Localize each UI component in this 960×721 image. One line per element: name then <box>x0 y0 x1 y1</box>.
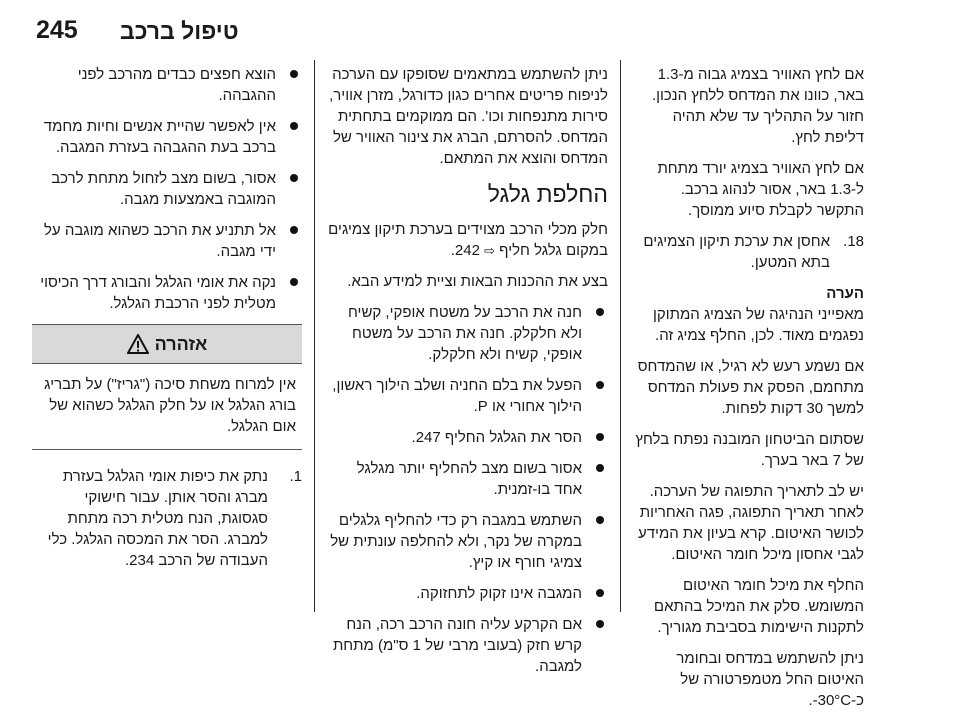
list-item <box>32 116 302 158</box>
step-number: 1. <box>289 468 302 485</box>
bullet-icon <box>596 308 604 316</box>
list-item <box>326 302 608 365</box>
column-divider-left <box>314 60 315 612</box>
bullet-icon <box>290 278 298 286</box>
page-reference-icon: ⇨ <box>484 243 495 258</box>
list-item <box>326 614 608 677</box>
column-divider-right <box>620 60 621 612</box>
right-column <box>632 64 864 721</box>
list-item-text: הפעל את בלם החניה ושלב הילוך ראשון, הילוך אחורי או P. <box>332 377 582 415</box>
section-intro-text: חלק מכלי הרכב מצוידים בערכת תיקון צמיגים במקום גלגל חליף <box>328 221 608 259</box>
bullet-icon <box>596 589 604 597</box>
list-item <box>32 64 302 106</box>
step-1 <box>32 466 302 571</box>
list-item-text: אסור בשום מצב להחליף יותר מגלגל אחד בו-זמנית. <box>356 460 582 498</box>
bullet-icon <box>290 226 298 234</box>
warning-box <box>32 324 302 450</box>
bullet-icon <box>290 174 298 182</box>
step-18 <box>632 231 864 273</box>
bullet-icon <box>596 464 604 472</box>
warning-header <box>32 325 302 364</box>
list-item-text: אין לאפשר שהיית אנשים וחיות מחמד ברכב בעת ההגבהה בעזרת המגבה. <box>43 118 276 156</box>
list-item <box>326 427 608 448</box>
note-paragraph: החלף את מיכל חומר האיטום המשומש. סלק את המיכל בהתאם לתקנות הישימות בסביבת מגוריך. <box>653 577 864 636</box>
warning-title: אזהרה <box>154 333 208 354</box>
left-column <box>32 64 302 581</box>
bullet-icon <box>290 122 298 130</box>
bullet-icon <box>290 70 298 78</box>
note-paragraph: יש לב לתאריך התפוגה של הערכה. לאחר תאריך התפוגה, פגה האחריות לכושר האיטום. קרא בעיון את המידע לגבי אחסון מיכל חומר האיטום. <box>638 483 864 563</box>
section-intro-ref: 242. <box>450 242 480 259</box>
step-number: 18. <box>843 233 864 250</box>
page-number: 245 <box>36 16 78 44</box>
warning-text: אין למרוח משחת סיכה ("גריז") על תבריג בורג הגלגל או על חלק הגלגל כשהוא של אום הגלגל. <box>44 376 296 435</box>
list-item <box>32 168 302 210</box>
note-paragraph: אם נשמע רעש לא רגיל, או שהמדחס מתחמם, הפסק את פעולת המדחס למשך 30 דקות לפחות. <box>637 358 864 417</box>
list-item-text: אסור, בשום מצב לזחול מתחת לרכב המוגבה באמצעות מגבה. <box>51 170 276 208</box>
list-item-text: הוצא חפצים כבדים מהרכב לפני ההגבהה. <box>77 66 276 104</box>
list-item-text: אם הקרקע עליה חונה הרכב רכה, הנח קרש חזק (בעובי מרבי של 1 ס"מ) מתחת למגבה. <box>332 616 582 675</box>
list-item <box>326 458 608 500</box>
section-intro <box>326 219 608 261</box>
bullet-icon <box>596 620 604 628</box>
note-title: הערה <box>826 285 864 302</box>
note-paragraph: שסתום הביטחון המובנה נפתח בלחץ של 7 באר בערך. <box>635 431 864 469</box>
step-text: נתק את כיפות אומי הגלגל בעזרת מברג והסר אותן. עבור חישוקי סגסוגת, הנח מטלית רכה מתחת למברג. הסר את המכסה הגלגל. כלי העבודה של הרכב 234. <box>47 468 268 569</box>
bullet-icon <box>596 433 604 441</box>
preparations-intro: בצע את ההכנות הבאות וציית למידע הבא. <box>347 273 608 290</box>
note-paragraph: ניתן להשתמש במדחס ובחומר האיטום החל מטמפרטורה של כ-30°C-. <box>676 650 864 709</box>
list-item-text: אל תתניע את הרכב כשהוא מוגבה על ידי מגבה. <box>43 222 276 260</box>
list-item-text: חנה את הרכב על משטח אופקי, קשיח ולא חלקלק. חנה את הרכב על משטח אופקי, קשיח ולא חלקלק. <box>347 304 582 363</box>
list-item-text: נקה את אומי הגלגל והבורג דרך הכיסוי מטלית לפני הרכבת הגלגל. <box>40 274 276 312</box>
middle-column <box>326 64 608 687</box>
paragraph: ניתן להשתמש במתאמים שסופקו עם הערכה לניפוח פריטים אחרים כגון כדורגל, מזרן אוויר, סירות מתנפחות וכו'. הם ממוקמים בתחתית המדחס. להסרתם, הברג את צינור האוויר של המדחס והוצא את המתאם. <box>329 66 608 167</box>
note-paragraph: מאפייני הנהיגה של הצמיג המתוקן נפגמים מאוד. לכן, החלף צמיג זה. <box>652 306 864 344</box>
step-text: אחסן את ערכת תיקון הצמיגים בתא המטען. <box>643 233 830 271</box>
preparation-list <box>326 302 608 677</box>
list-item <box>326 375 608 417</box>
warning-triangle-icon <box>127 334 149 354</box>
list-item-text: הסר את הגלגל החליף 247. <box>411 429 582 446</box>
list-item-text: המגבה אינו זקוק לתחזוקה. <box>416 585 582 602</box>
safety-list <box>32 64 302 314</box>
list-item <box>326 510 608 573</box>
paragraph: אם לחץ האוויר בצמיג יורד מתחת ל-1.3 באר, אסור לנהוג ברכב. התקשר לקבלת סיוע ממוסך. <box>657 160 864 219</box>
page-header <box>0 0 960 52</box>
chapter-title: טיפול ברכב <box>120 18 239 44</box>
list-item-text: השתמש במגבה רק כדי להחליף גלגלים במקרה של נקר, ולא להחלפה עונתית של צמיגי חורף או קיץ. <box>330 512 582 571</box>
section-title: החלפת גלגל <box>487 181 608 207</box>
list-item <box>326 583 608 604</box>
bullet-icon <box>596 381 604 389</box>
list-item <box>32 220 302 262</box>
bullet-icon <box>596 516 604 524</box>
list-item <box>32 272 302 314</box>
paragraph: אם לחץ האוויר בצמיג גבוה מ-1.3 באר, כוונו את המדחס ללחץ הנכון. חזור על התהליך עד שלא תהיה דליפת לחץ. <box>651 66 864 146</box>
